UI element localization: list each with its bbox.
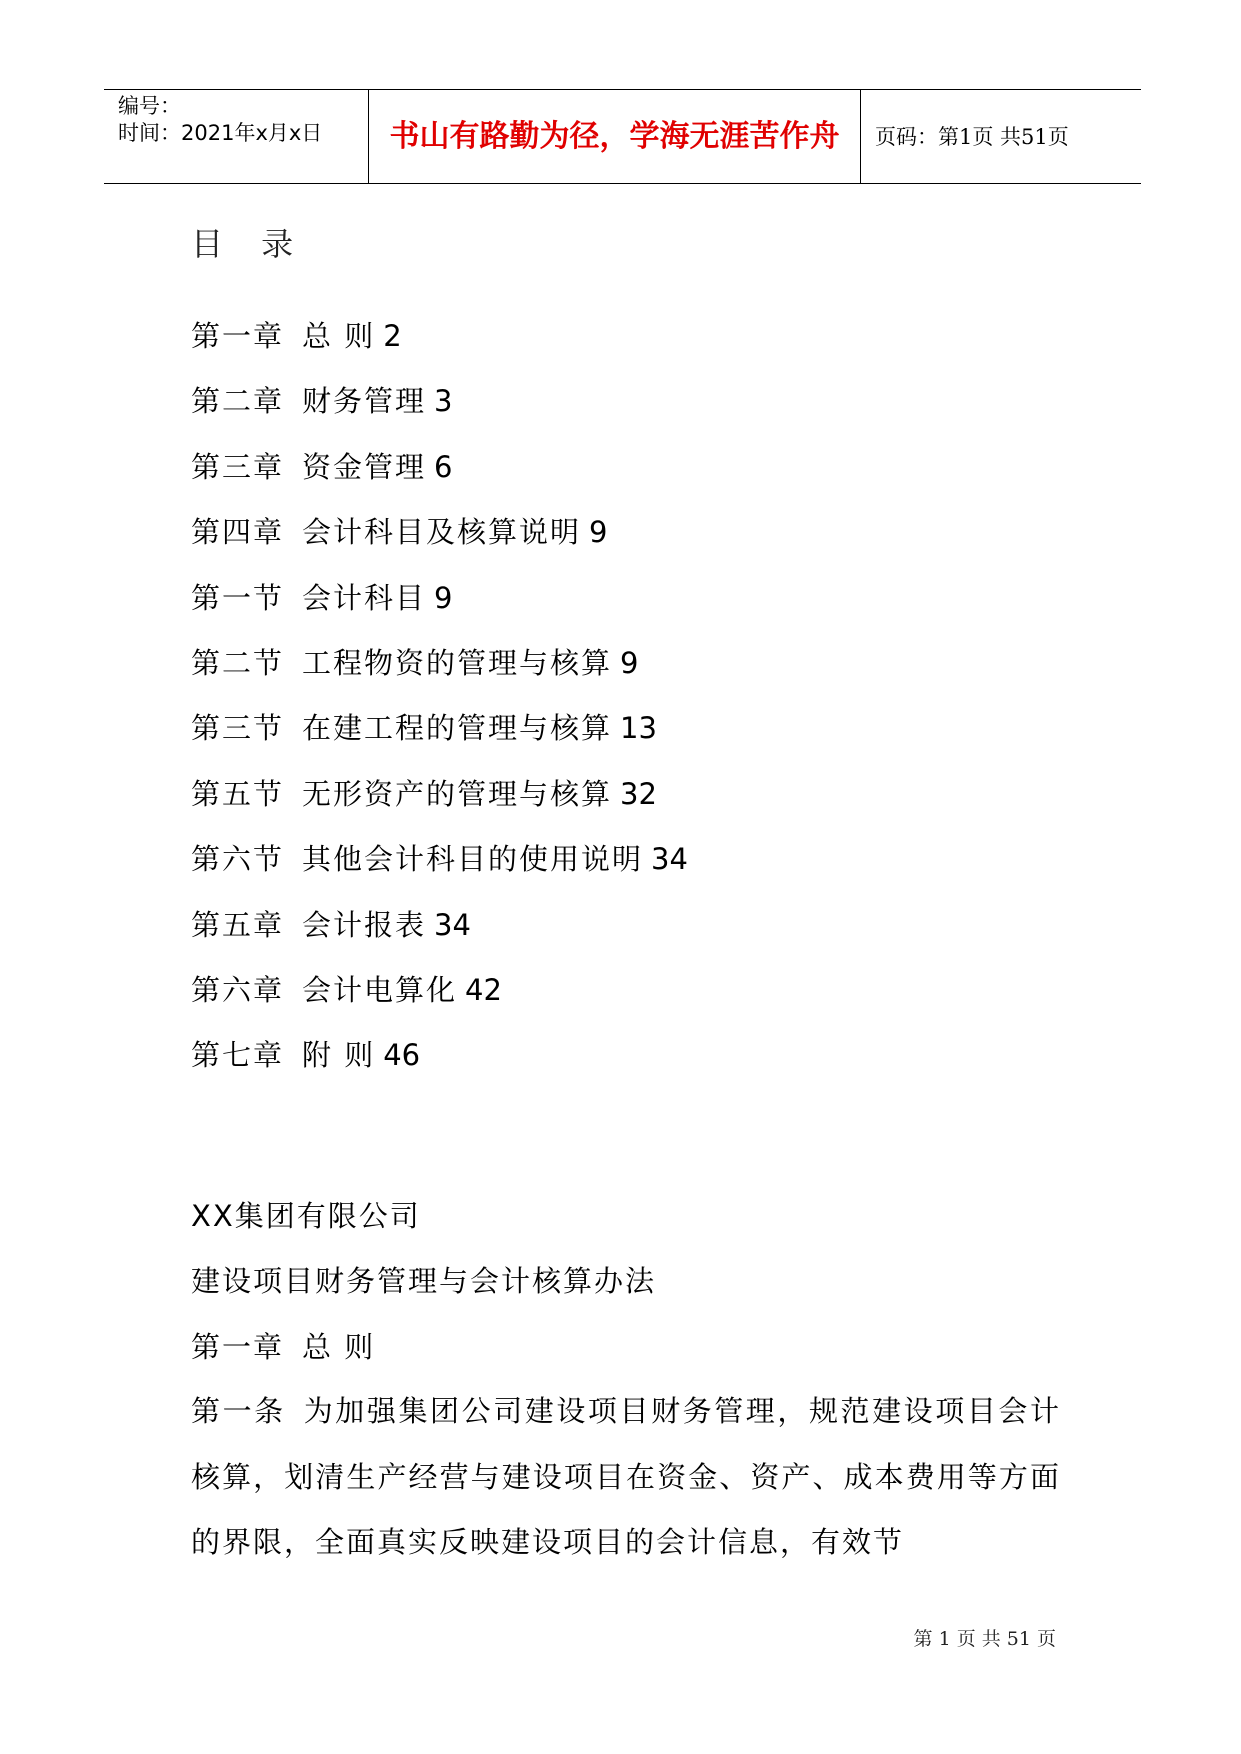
- toc-item-page: 3: [434, 384, 453, 419]
- toc-item-text: 在建工程的管理与核算: [302, 711, 613, 746]
- page-header: [104, 89, 1141, 184]
- toc-item-page: 6: [434, 449, 453, 484]
- toc-item[interactable]: [191, 839, 688, 904]
- header-motto-cell: [369, 90, 861, 183]
- toc-item[interactable]: [191, 578, 688, 643]
- toc-item-label: 第二章: [191, 384, 285, 419]
- toc-item-text: 财务管理: [302, 384, 427, 419]
- toc-item-label: 第五节: [191, 776, 285, 811]
- header-meta-cell: [104, 90, 369, 183]
- chapter-label: 第一章: [191, 1329, 285, 1364]
- toc-item-page: 9: [434, 580, 453, 615]
- toc-item-label: 第一节: [191, 580, 285, 615]
- document-title: 建设项目财务管理与会计核算办法: [191, 1264, 657, 1299]
- toc-title: 目 录: [191, 225, 308, 263]
- toc-item-label: 第三章: [191, 449, 285, 484]
- toc-item[interactable]: [191, 643, 688, 708]
- toc-item-page: 32: [620, 776, 657, 811]
- toc-item-page: 2: [383, 319, 402, 353]
- toc-item-text: 会计电算化: [302, 972, 458, 1007]
- toc-item-page: 42: [465, 972, 502, 1007]
- toc-item-text: 其他会计科目的使用说明: [302, 842, 644, 877]
- toc-item-page: 46: [383, 1038, 421, 1073]
- header-page-info: 页码：第1页 共51页: [875, 125, 1069, 149]
- toc-item-page: 9: [589, 515, 608, 550]
- toc-item-label: 第五章: [191, 907, 285, 942]
- toc-item-label: 第一章: [191, 319, 285, 353]
- header-page-cell: [861, 90, 1141, 183]
- toc-item-label: 第七章: [191, 1038, 285, 1073]
- toc-item[interactable]: [191, 447, 688, 512]
- document-time-label: 时间：2021年x月x日: [118, 121, 323, 145]
- chapter-title: 总 则: [302, 1329, 376, 1364]
- toc-item-label: 第二节: [191, 645, 285, 680]
- table-of-contents: [191, 316, 688, 1101]
- header-motto: 书山有路勤为径，学海无涯苦作舟: [389, 119, 840, 154]
- toc-item-page: 34: [434, 907, 471, 942]
- document-number-label: 编号：: [118, 94, 181, 118]
- toc-item-page: 34: [651, 842, 688, 877]
- toc-item[interactable]: [191, 316, 688, 381]
- toc-item-text: 会计科目: [302, 580, 427, 615]
- toc-item[interactable]: [191, 970, 688, 1035]
- article-text: 为加强集团公司建设项目财务管理，规范建设项目会计核算，划清生产经营与建设项目在资金、资产、成本费用等方面的界限，全面真实反映建设项目的会计信息，有效节: [191, 1394, 1061, 1559]
- article-label: 第一条: [191, 1394, 286, 1429]
- page-footer: 第 1 页 共 51 页: [913, 1628, 1056, 1650]
- toc-item[interactable]: [191, 381, 688, 446]
- toc-item-page: 13: [620, 711, 657, 746]
- company-name: XX集团有限公司: [191, 1199, 421, 1233]
- toc-item-label: 第四章: [191, 515, 285, 550]
- toc-item-text: 工程物资的管理与核算: [302, 645, 613, 680]
- toc-item[interactable]: [191, 1035, 688, 1100]
- toc-item[interactable]: [191, 905, 688, 970]
- toc-item-label: 第六节: [191, 842, 285, 877]
- toc-item-text: 会计报表: [302, 907, 427, 942]
- toc-item[interactable]: [191, 708, 688, 773]
- toc-item-page: 9: [620, 645, 639, 680]
- toc-item[interactable]: [191, 512, 688, 577]
- article-paragraph: [191, 1379, 1061, 1575]
- toc-item-label: 第六章: [191, 972, 285, 1007]
- toc-item[interactable]: [191, 774, 688, 839]
- toc-item-text: 附 则: [302, 1038, 376, 1073]
- toc-item-text: 无形资产的管理与核算: [302, 776, 613, 811]
- toc-item-text: 总 则: [302, 319, 376, 353]
- toc-item-label: 第三节: [191, 711, 285, 746]
- toc-item-text: 会计科目及核算说明: [302, 515, 582, 550]
- document-body: [191, 1196, 1061, 1575]
- toc-item-text: 资金管理: [302, 449, 427, 484]
